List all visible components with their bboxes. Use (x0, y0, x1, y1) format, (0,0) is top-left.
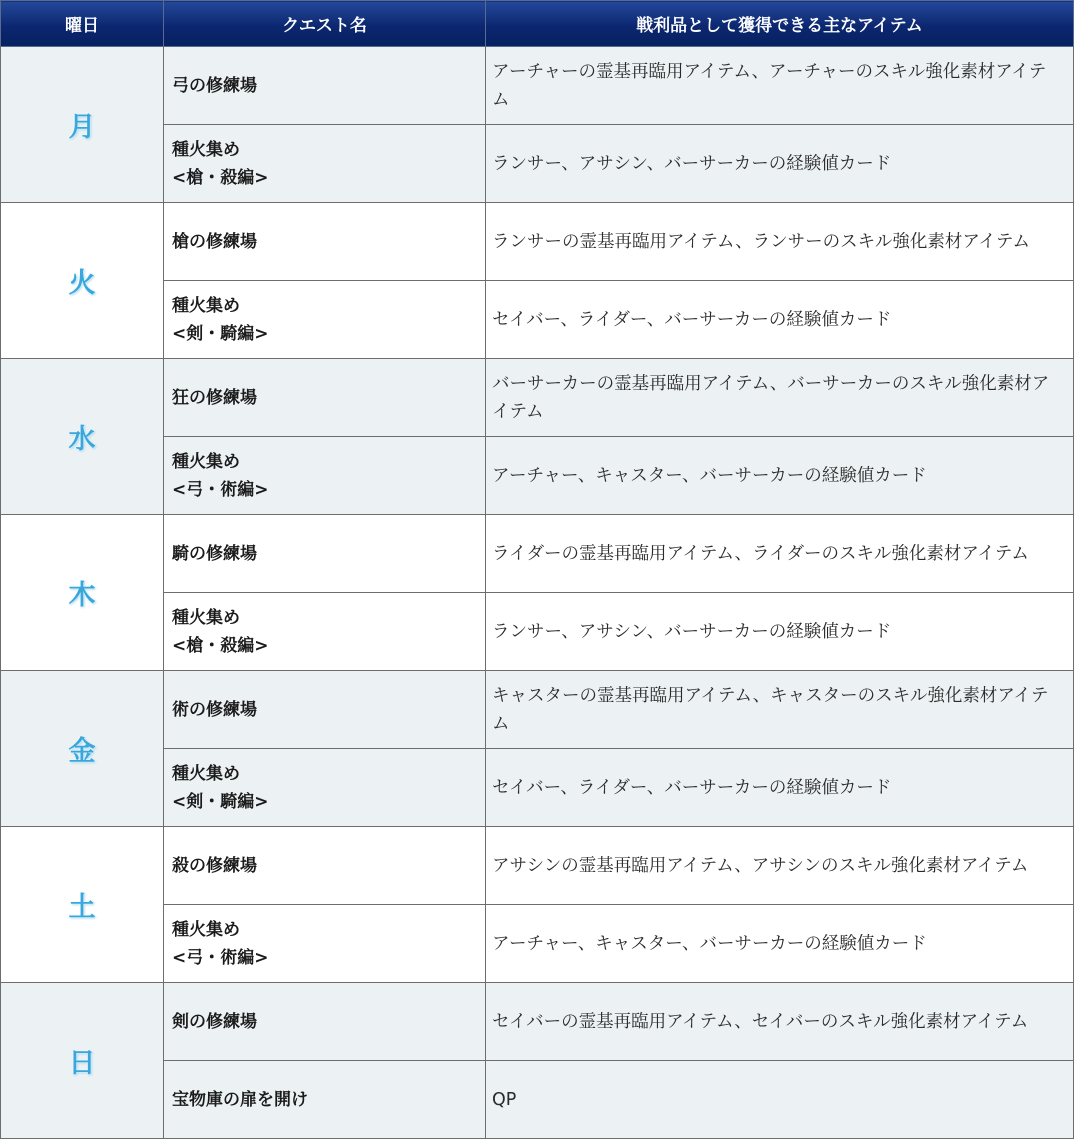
quest-name-line: <剣・騎編> (172, 323, 269, 344)
table-row (1, 827, 1074, 905)
quest-name-line: 宝物庫の扉を開け (172, 1089, 308, 1110)
quest-name-cell (164, 983, 486, 1061)
day-cell: 火 (1, 203, 164, 359)
quest-name-line: <槍・殺編> (172, 167, 269, 188)
items-cell: ライダーの霊基再臨用アイテム、ライダーのスキル強化素材アイテム (486, 515, 1074, 593)
table-row (1, 359, 1074, 437)
header-quest: クエスト名 (164, 1, 486, 47)
items-cell: ランサー、アサシン、バーサーカーの経験値カード (486, 593, 1074, 671)
quest-name-line: 狂の修練場 (172, 387, 257, 408)
header-day: 曜日 (1, 1, 164, 47)
quest-name-cell (164, 125, 486, 203)
quest-name-line: 剣の修練場 (172, 1011, 257, 1032)
quest-name-line: <槍・殺編> (172, 635, 269, 656)
items-cell: アーチャー、キャスター、バーサーカーの経験値カード (486, 905, 1074, 983)
quest-name-cell (164, 515, 486, 593)
day-cell: 日 (1, 983, 164, 1139)
quest-name-cell (164, 671, 486, 749)
quest-name-line: 弓の修練場 (172, 75, 257, 96)
items-cell: アサシンの霊基再臨用アイテム、アサシンのスキル強化素材アイテム (486, 827, 1074, 905)
quest-name-line: 術の修練場 (172, 699, 257, 720)
table-body (1, 47, 1074, 1139)
quest-name-line: 種火集め (172, 139, 240, 160)
items-cell: セイバー、ライダー、バーサーカーの経験値カード (486, 749, 1074, 827)
quest-name-cell (164, 359, 486, 437)
quest-name-line: 種火集め (172, 451, 240, 472)
quest-name-cell (164, 905, 486, 983)
items-cell: セイバー、ライダー、バーサーカーの経験値カード (486, 281, 1074, 359)
table-header-row (1, 1, 1074, 47)
quest-name-line: 騎の修練場 (172, 543, 257, 564)
quest-name-line: 槍の修練場 (172, 231, 257, 252)
quest-name-cell (164, 281, 486, 359)
items-cell: QP (486, 1061, 1074, 1139)
quest-name-line: <弓・術編> (172, 947, 269, 968)
items-cell: セイバーの霊基再臨用アイテム、セイバーのスキル強化素材アイテム (486, 983, 1074, 1061)
quest-name-cell (164, 1061, 486, 1139)
items-cell: バーサーカーの霊基再臨用アイテム、バーサーカーのスキル強化素材アイテム (486, 359, 1074, 437)
day-cell: 月 (1, 47, 164, 203)
quest-name-cell (164, 593, 486, 671)
day-cell: 水 (1, 359, 164, 515)
quest-name-cell (164, 827, 486, 905)
quest-name-cell (164, 203, 486, 281)
quest-name-line: 種火集め (172, 763, 240, 784)
table-row (1, 515, 1074, 593)
table-row (1, 47, 1074, 125)
items-cell: ランサー、アサシン、バーサーカーの経験値カード (486, 125, 1074, 203)
table-row (1, 671, 1074, 749)
table-row (1, 203, 1074, 281)
day-cell: 木 (1, 515, 164, 671)
items-cell: ランサーの霊基再臨用アイテム、ランサーのスキル強化素材アイテム (486, 203, 1074, 281)
quest-name-cell (164, 437, 486, 515)
day-cell: 金 (1, 671, 164, 827)
quest-name-cell (164, 749, 486, 827)
day-cell: 土 (1, 827, 164, 983)
quest-name-line: <剣・騎編> (172, 791, 269, 812)
quest-name-line: 殺の修練場 (172, 855, 257, 876)
items-cell: キャスターの霊基再臨用アイテム、キャスターのスキル強化素材アイテム (486, 671, 1074, 749)
quest-name-cell (164, 47, 486, 125)
items-cell: アーチャーの霊基再臨用アイテム、アーチャーのスキル強化素材アイテム (486, 47, 1074, 125)
quest-name-line: 種火集め (172, 607, 240, 628)
quest-name-line: <弓・術編> (172, 479, 269, 500)
quest-name-line: 種火集め (172, 295, 240, 316)
items-cell: アーチャー、キャスター、バーサーカーの経験値カード (486, 437, 1074, 515)
table-row (1, 983, 1074, 1061)
header-items: 戦利品として獲得できる主なアイテム (486, 1, 1074, 47)
quest-name-line: 種火集め (172, 919, 240, 940)
